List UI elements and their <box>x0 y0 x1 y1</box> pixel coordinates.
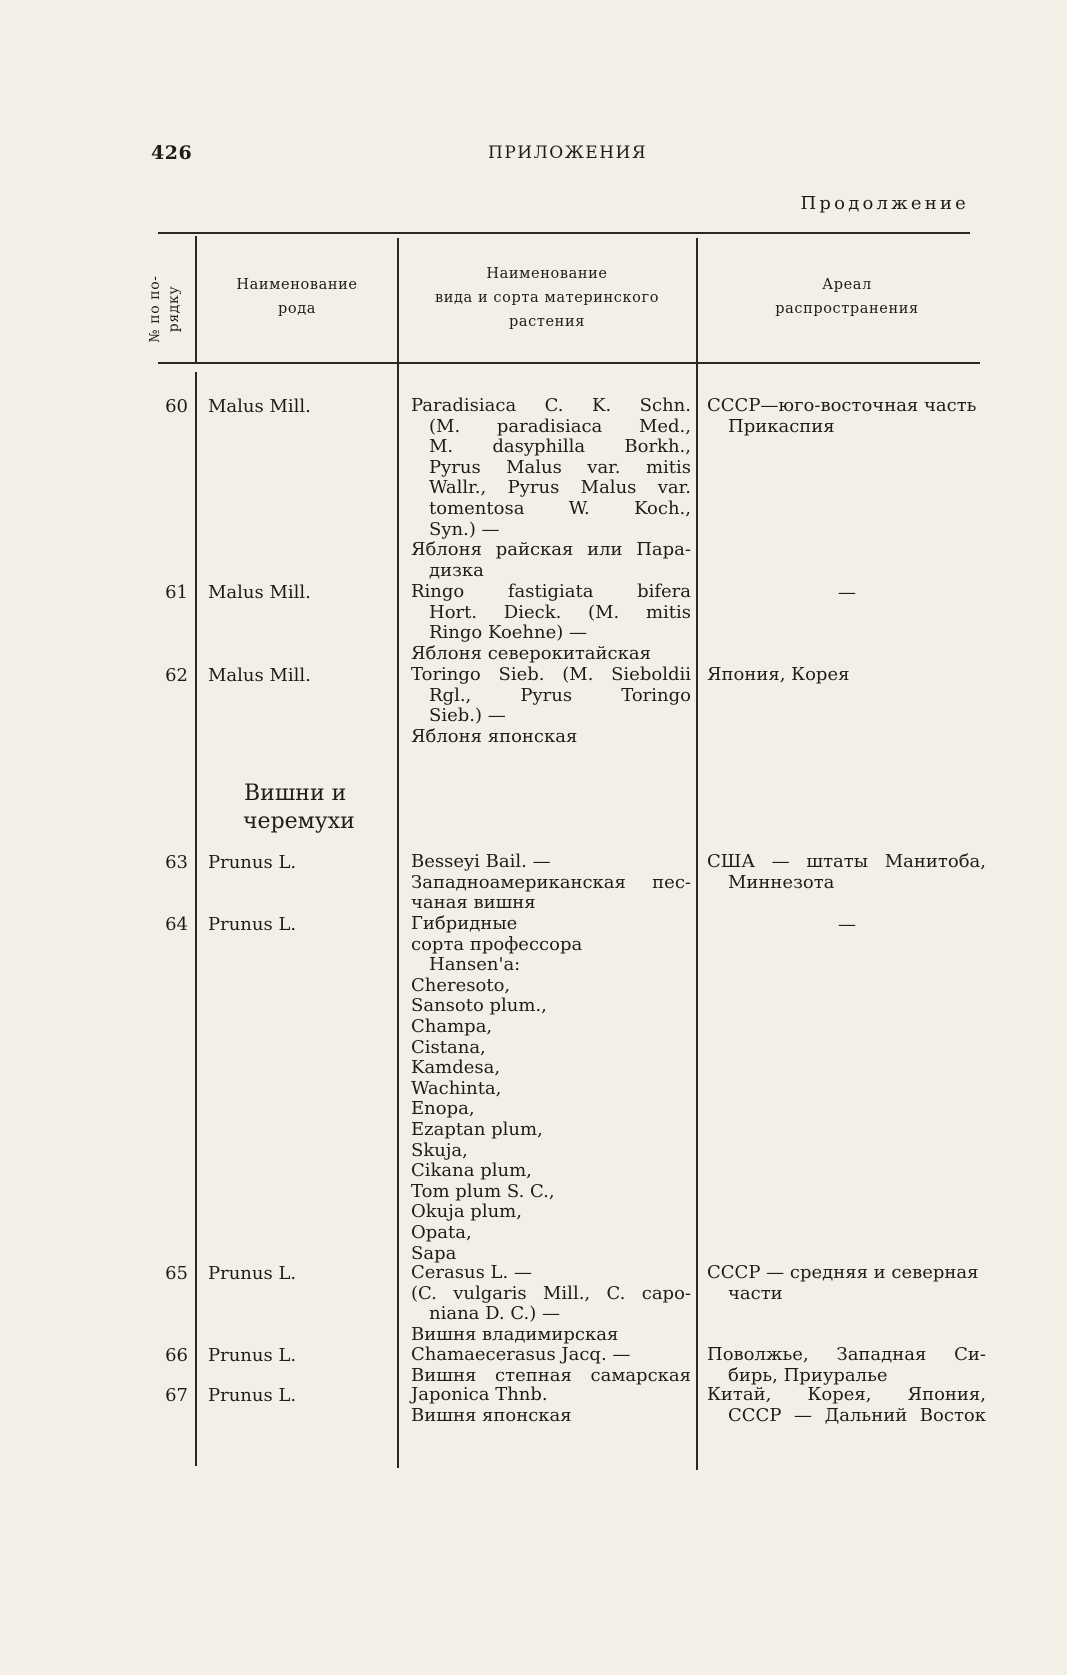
species-line: сорта профессора <box>411 933 583 955</box>
row-genus: Prunus L. <box>208 1263 297 1284</box>
species-line: (C. vulgaris Mill., C. capo- <box>411 1282 691 1304</box>
row-area <box>707 396 986 437</box>
species-line: Wachinta, <box>411 1077 502 1099</box>
row-number: 67 <box>165 1385 188 1406</box>
species-line: Wallr., Pyrus Malus var. <box>429 477 691 499</box>
species-line: Hansen'a: <box>429 954 521 976</box>
area-line: Миннезота <box>728 871 835 893</box>
row-number: 62 <box>165 665 188 686</box>
species-line: Paradisiaca C. K. Schn. <box>411 395 691 416</box>
row-number: 61 <box>165 582 188 603</box>
species-line: Яблоня северокитайская <box>411 642 651 664</box>
row-genus: Malus Mill. <box>208 665 311 686</box>
row-genus: Prunus L. <box>208 852 297 873</box>
running-title: ПРИЛОЖЕНИЯ <box>488 143 648 163</box>
header-area-line: распространения <box>775 301 919 317</box>
row-species <box>411 1385 691 1426</box>
species-line: Яблоня японская <box>411 725 578 747</box>
subheading-line: черемухи <box>243 809 355 834</box>
species-line: Japonica Thnb. <box>411 1384 548 1405</box>
species-line: Западноамериканская пес- <box>411 871 691 893</box>
species-line: Вишня степная самарская <box>411 1364 691 1386</box>
row-genus: Prunus L. <box>208 1345 297 1366</box>
row-area <box>707 665 986 686</box>
area-empty-dash: — <box>838 914 856 935</box>
area-line: Прикаспия <box>728 415 835 437</box>
page-number: 426 <box>151 142 193 164</box>
header-genus <box>203 273 391 321</box>
row-genus: Malus Mill. <box>208 582 311 603</box>
species-line: M. dasyphilla Borkh., <box>429 436 691 458</box>
species-line: Besseyi Bail. — <box>411 851 551 872</box>
species-line: Sieb.) — <box>429 705 506 727</box>
species-line: Sapa <box>411 1242 457 1264</box>
column-divider-1 <box>195 236 197 364</box>
subheading-line: Вишни и <box>244 781 347 806</box>
header-species <box>403 262 691 334</box>
section-subheading <box>244 780 355 836</box>
area-line: СССР — средняя и северная <box>707 1262 979 1283</box>
row-number: 64 <box>165 914 188 935</box>
species-line: tomentosa W. Koch., <box>429 497 691 519</box>
species-line: Rgl., Pyrus Toringo <box>429 684 691 706</box>
header-area-line: Ареал <box>822 277 872 293</box>
species-line: Ringo Koehne) — <box>429 622 588 644</box>
species-line: Opata, <box>411 1221 472 1243</box>
area-line: СССР — Дальний Восток <box>728 1404 986 1426</box>
header-genus-line: рода <box>278 301 316 317</box>
row-species <box>411 914 691 1264</box>
row-area <box>707 852 986 893</box>
header-genus-line: Наименование <box>236 277 358 293</box>
row-number: 63 <box>165 852 188 873</box>
species-line: Kamdesa, <box>411 1057 501 1079</box>
table-header-rule <box>158 362 980 364</box>
header-number-line: рядку <box>166 285 182 333</box>
continuation-label: Продолжение <box>800 193 969 214</box>
header-species-line: вида и сорта материнского <box>434 290 660 306</box>
header-area <box>702 273 992 321</box>
area-line: Япония, Корея <box>707 664 850 685</box>
species-line: Ringo fastigiata bifera <box>411 581 691 602</box>
species-line: (M. paradisiaca Med., <box>429 415 691 437</box>
column-divider-2 <box>397 238 399 1468</box>
row-number: 60 <box>165 396 188 417</box>
species-line: Cerasus L. — <box>411 1262 532 1283</box>
species-line: Вишня японская <box>411 1404 572 1426</box>
table-top-rule <box>158 232 970 234</box>
row-genus: Malus Mill. <box>208 396 311 417</box>
row-genus: Prunus L. <box>208 1385 297 1406</box>
row-genus: Prunus L. <box>208 914 297 935</box>
column-divider-1-body <box>195 372 197 1466</box>
species-line: Tom plum S. C., <box>411 1180 555 1202</box>
species-line: Ezaptan plum, <box>411 1118 543 1140</box>
species-line: Syn.) — <box>429 518 500 540</box>
row-species <box>411 665 691 747</box>
species-line: niana D. C.) — <box>429 1303 560 1325</box>
area-line: бирь, Приуралье <box>728 1364 888 1386</box>
column-divider-3 <box>696 238 698 1470</box>
header-number-line: № по по- <box>147 275 163 343</box>
area-line: США — штаты Манитоба, <box>707 851 986 872</box>
row-area <box>707 1263 986 1304</box>
area-line: Поволжье, Западная Си- <box>707 1344 986 1365</box>
species-line: Cheresoto, <box>411 974 511 996</box>
row-species <box>411 1345 691 1386</box>
species-line: Cikana plum, <box>411 1160 532 1182</box>
species-line: Okuja plum, <box>411 1201 522 1223</box>
row-species <box>411 1263 691 1345</box>
species-line: Cistana, <box>411 1036 486 1058</box>
row-species <box>411 852 691 914</box>
species-line: Skuja, <box>411 1139 468 1161</box>
area-empty-dash: — <box>838 582 856 603</box>
header-species-line: растения <box>509 314 585 330</box>
row-number: 66 <box>165 1345 188 1366</box>
species-line: Toringo Sieb. (M. Sieboldii <box>411 664 691 685</box>
header-number <box>146 254 184 364</box>
area-line: части <box>728 1282 783 1304</box>
header-species-line: Наименование <box>486 266 608 282</box>
species-line: Гибридные <box>411 913 518 934</box>
row-species <box>411 396 691 581</box>
species-line: Champa, <box>411 1015 493 1037</box>
species-line: Hort. Dieck. (M. mitis <box>429 601 691 623</box>
species-line: Enopa, <box>411 1098 475 1120</box>
row-number: 65 <box>165 1263 188 1284</box>
species-line: Pyrus Malus var. mitis <box>429 456 691 478</box>
row-area <box>707 1345 986 1386</box>
species-line: дизка <box>429 559 484 581</box>
species-line: Яблоня райская или Пара- <box>411 539 691 561</box>
row-species <box>411 582 691 664</box>
species-line: Chamaecerasus Jacq. — <box>411 1344 631 1365</box>
area-line: Китай, Корея, Япония, <box>707 1384 986 1405</box>
species-line: Вишня владимирская <box>411 1323 619 1345</box>
species-line: Sansoto plum., <box>411 995 547 1017</box>
row-area <box>707 1385 986 1426</box>
species-line: чаная вишня <box>411 892 536 914</box>
area-line: СССР—юго-восточная часть <box>707 395 977 416</box>
